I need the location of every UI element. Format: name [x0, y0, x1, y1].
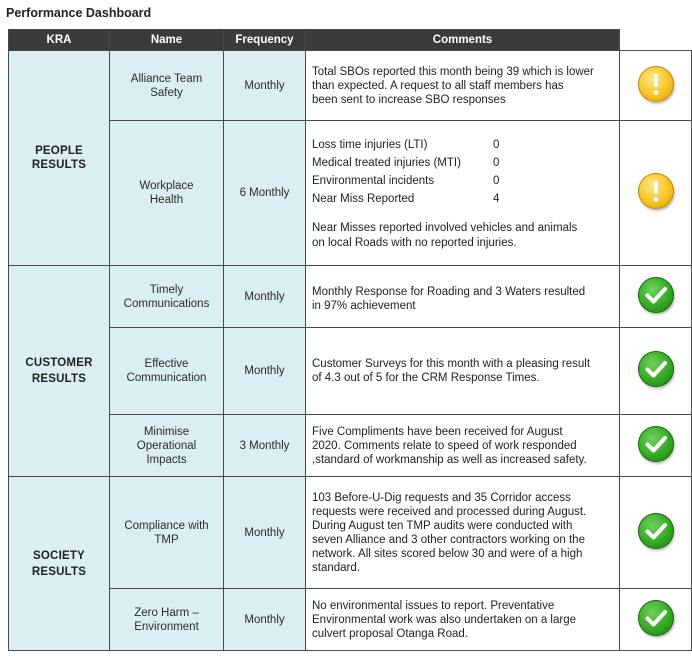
comment-line: been sent to increase SBO responses: [312, 93, 506, 106]
check-icon: [638, 513, 674, 549]
comment-line: seven Alliance and 3 other contractors working on the: [312, 533, 585, 546]
warning-icon: [638, 66, 674, 102]
comment-line: During August ten TMP audits were conducted with: [312, 519, 573, 532]
kra-label: CUSTOMER: [25, 357, 93, 369]
comment-line: 2020. Comments relate to speed of work responded: [312, 439, 577, 452]
header-name: Name: [110, 30, 224, 51]
table-row: [9, 266, 692, 328]
row-comment: [306, 415, 620, 477]
metric-row: [312, 172, 613, 190]
comment-line: requests were received and processed during August.: [312, 505, 587, 518]
row-frequency: Monthly: [224, 589, 306, 651]
table-row: [9, 477, 692, 589]
row-comment: [306, 51, 620, 121]
metric-label: Environmental incidents: [312, 174, 435, 187]
kra-label: SOCIETY: [33, 549, 85, 562]
comment-line: Total SBOs reported this month being 39 which is lower: [312, 65, 594, 78]
comment-line: in 97% achievement: [312, 300, 416, 312]
metric-value: 0: [493, 174, 500, 187]
metric-row: [312, 190, 613, 208]
row-name-line: Compliance with: [124, 519, 209, 532]
comment-line: Five Compliments have been received for August: [312, 425, 563, 438]
table-row: [9, 328, 692, 415]
row-name-line: Health: [149, 194, 184, 206]
header-row: [9, 30, 692, 51]
row-name-line: Communications: [123, 297, 210, 310]
row-name-line: Timely: [149, 283, 184, 296]
row-name-line: TMP: [154, 533, 179, 546]
check-icon: [638, 351, 674, 387]
row-name-line: Minimise: [143, 425, 190, 438]
row-status: [620, 51, 692, 121]
row-frequency: Monthly: [224, 266, 306, 328]
row-name-line: Safety: [150, 86, 183, 99]
kra-label: RESULTS: [31, 373, 87, 385]
row-name-line: Impacts: [146, 453, 187, 466]
comment-line: Environmental work was also undertaken on a large: [312, 613, 577, 626]
row-status: [620, 266, 692, 328]
comment-line: 103 Before-U-Dig requests and 35 Corridor access: [312, 491, 571, 504]
warning-icon: [638, 173, 674, 209]
metric-label: Medical treated injuries (MTI): [312, 156, 461, 169]
row-status: [620, 589, 692, 651]
table-row: [9, 589, 692, 651]
row-name: [110, 415, 224, 477]
comment-line: No environmental issues to report. Preventative: [312, 599, 555, 612]
comment-line: than expected. A request to all staff members has: [312, 79, 564, 92]
check-icon: [638, 600, 674, 636]
comment-line: of 4.3 out of 5 for the CRM Response Times.: [312, 372, 540, 384]
kra-customer-results: [9, 266, 110, 477]
comment-line: Near Misses reported involved vehicles and animals: [312, 221, 578, 234]
row-name-line: Alliance Team: [130, 72, 203, 85]
spacer: [312, 208, 613, 221]
metric-label: Loss time injuries (LTI): [312, 138, 428, 151]
check-icon: [638, 426, 674, 462]
row-name-line: Zero Harm –: [134, 606, 199, 619]
metric-row: [312, 136, 613, 154]
kra-society-results: [9, 477, 110, 651]
row-name: [110, 51, 224, 121]
comment-line: standard.: [312, 561, 360, 574]
row-name: [110, 121, 224, 266]
row-name: [110, 589, 224, 651]
page-title: Performance Dashboard: [6, 6, 152, 20]
row-name-line: Operational: [136, 439, 197, 452]
header-frequency: Frequency: [224, 30, 306, 51]
comment-line: network. All sites scored below 30 and were of a high: [312, 547, 583, 560]
row-name: [110, 266, 224, 328]
row-name-line: Environment: [134, 620, 199, 633]
performance-table: [8, 29, 692, 651]
row-frequency: 3 Monthly: [224, 415, 306, 477]
metric-value: 4: [493, 192, 500, 205]
comment-line: ,standard of workmanship as well as increased safety.: [312, 453, 587, 466]
row-status: [620, 121, 692, 266]
table-row: [9, 51, 692, 121]
kra-people-results: [9, 51, 110, 266]
row-frequency: Monthly: [224, 328, 306, 415]
table-row: [9, 415, 692, 477]
row-frequency: 6 Monthly: [224, 121, 306, 266]
metric-value: 0: [493, 156, 500, 169]
row-comment: [306, 121, 620, 266]
metric-row: [312, 154, 613, 172]
row-status: [620, 477, 692, 589]
header-kra: KRA: [9, 30, 110, 51]
row-name-line: Effective: [144, 358, 189, 370]
row-status: [620, 328, 692, 415]
row-name-line: Communication: [126, 372, 207, 384]
kra-label: RESULTS: [31, 565, 87, 578]
row-name-line: Workplace: [139, 180, 194, 192]
comment-line: on local Roads with no reported injuries.: [312, 236, 517, 249]
row-name: [110, 477, 224, 589]
table-row: [9, 121, 692, 266]
header-status: [620, 30, 692, 51]
row-comment: [306, 477, 620, 589]
comment-line: Customer Surveys for this month with a pleasing result: [312, 358, 591, 370]
row-comment: [306, 266, 620, 328]
row-frequency: Monthly: [224, 477, 306, 589]
row-comment: [306, 589, 620, 651]
row-name: [110, 328, 224, 415]
check-icon: [638, 277, 674, 313]
row-frequency: Monthly: [224, 51, 306, 121]
header-comments: Comments: [306, 30, 620, 51]
comment-line: culvert proposal Otanga Road.: [312, 627, 468, 640]
kra-label: PEOPLE RESULTS: [31, 145, 87, 171]
metric-label: Near Miss Reported: [312, 192, 415, 205]
row-status: [620, 415, 692, 477]
comment-line: Monthly Response for Roading and 3 Waters resulted: [312, 286, 586, 298]
row-comment: [306, 328, 620, 415]
metric-value: 0: [493, 138, 500, 151]
